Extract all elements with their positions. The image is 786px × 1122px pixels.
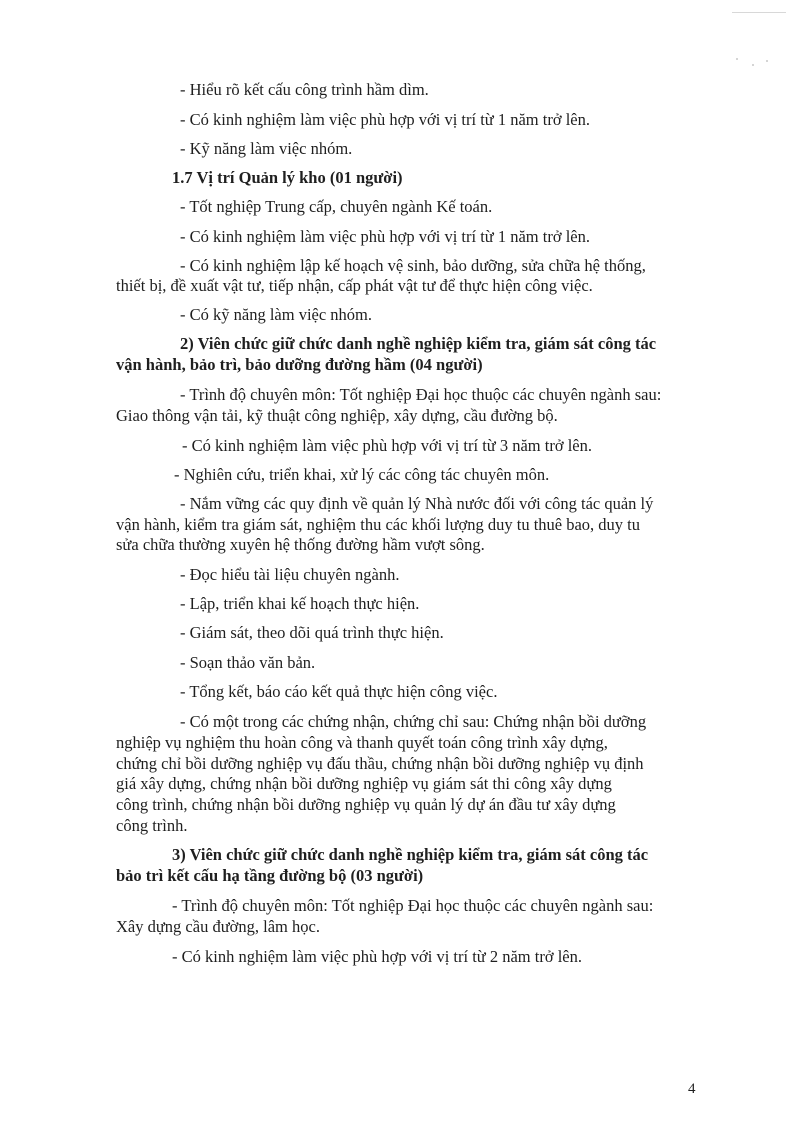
body-text-line: - Có kinh nghiệm làm việc phù hợp với vị trí từ 3 năm trở lên.: [182, 436, 592, 455]
body-text-line: Xây dựng cầu đường, lâm học.: [116, 917, 320, 936]
body-text-line: - Có kỹ năng làm việc nhóm.: [180, 305, 373, 324]
body-text-line: - Trình độ chuyên môn: Tốt nghiệp Đại học thuộc các chuyên ngành sau:: [172, 896, 654, 915]
body-text-line: Giao thông vận tải, kỹ thuật công nghiệp, xây dựng, cầu đường bộ.: [116, 406, 558, 425]
scan-speck: [752, 64, 754, 66]
body-text-line: nghiệp vụ nghiệm thu hoàn công và thanh quyết toán công trình xây dựng,: [116, 733, 608, 752]
body-text-line: - Hiểu rõ kết cấu công trình hầm dìm.: [180, 80, 429, 99]
body-text-line: - Soạn thảo văn bản.: [180, 653, 316, 672]
section-heading-line: 3) Viên chức giữ chức danh nghề nghiệp kiểm tra, giám sát công tác: [172, 845, 649, 864]
body-text-line: vận hành, kiểm tra giám sát, nghiệm thu các khối lượng duy tu thuê bao, duy tu: [116, 515, 641, 534]
body-text-line: - Kỹ năng làm việc nhóm.: [180, 139, 353, 158]
body-text-line: sửa chữa thường xuyên hệ thống đường hầm vượt sông.: [116, 535, 485, 554]
scan-speck: [766, 60, 768, 62]
body-text-line: - Có kinh nghiệm lập kế hoạch vệ sinh, bảo dưỡng, sửa chữa hệ thống,: [180, 256, 646, 275]
body-text-line: - Có một trong các chứng nhận, chứng chỉ sau: Chứng nhận bồi dưỡng: [180, 712, 647, 731]
page-number: 4: [688, 1081, 696, 1097]
body-text-line: - Có kinh nghiệm làm việc phù hợp với vị trí từ 2 năm trở lên.: [172, 947, 582, 966]
scan-speck: [736, 58, 738, 60]
body-text-line: chứng chỉ bồi dưỡng nghiệp vụ đấu thầu, chứng nhận bồi dưỡng nghiệp vụ định: [116, 754, 644, 773]
section-heading-line: bảo trì kết cấu hạ tầng đường bộ (03 người): [116, 866, 424, 885]
body-text-line: - Có kinh nghiệm làm việc phù hợp với vị trí từ 1 năm trở lên.: [180, 227, 590, 246]
body-text-line: thiết bị, đề xuất vật tư, tiếp nhận, cấp phát vật tư để thực hiện công việc.: [116, 276, 593, 295]
body-text-line: công trình.: [116, 816, 188, 835]
body-text-line: - Lập, triển khai kế hoạch thực hiện.: [180, 594, 420, 613]
section-heading-line: 2) Viên chức giữ chức danh nghề nghiệp kiểm tra, giám sát công tác: [180, 334, 657, 353]
body-text-line: - Tốt nghiệp Trung cấp, chuyên ngành Kế toán.: [180, 197, 493, 216]
body-text-line: - Tổng kết, báo cáo kết quả thực hiện công việc.: [180, 682, 498, 701]
body-text-line: - Nghiên cứu, triển khai, xử lý các công tác chuyên môn.: [174, 465, 550, 484]
body-text-line: - Nắm vững các quy định về quản lý Nhà nước đối với công tác quản lý: [180, 494, 654, 513]
section-heading-line: vận hành, bảo trì, bảo dưỡng đường hầm (04 người): [116, 355, 483, 374]
body-text-line: - Giám sát, theo dõi quá trình thực hiện.: [180, 623, 444, 642]
section-heading-line: 1.7 Vị trí Quản lý kho (01 người): [172, 168, 403, 187]
body-text-line: giá xây dựng, chứng nhận bồi dưỡng nghiệp vụ giám sát thi công xây dựng: [116, 774, 612, 793]
body-text-line: công trình, chứng nhận bồi dưỡng nghiệp vụ quản lý dự án đầu tư xây dựng: [116, 795, 616, 814]
body-text-line: - Trình độ chuyên môn: Tốt nghiệp Đại học thuộc các chuyên ngành sau:: [180, 385, 662, 404]
body-text-line: - Có kinh nghiệm làm việc phù hợp với vị trí từ 1 năm trở lên.: [180, 110, 590, 129]
body-text-line: - Đọc hiểu tài liệu chuyên ngành.: [180, 565, 400, 584]
scan-edge-mark: [732, 12, 786, 13]
